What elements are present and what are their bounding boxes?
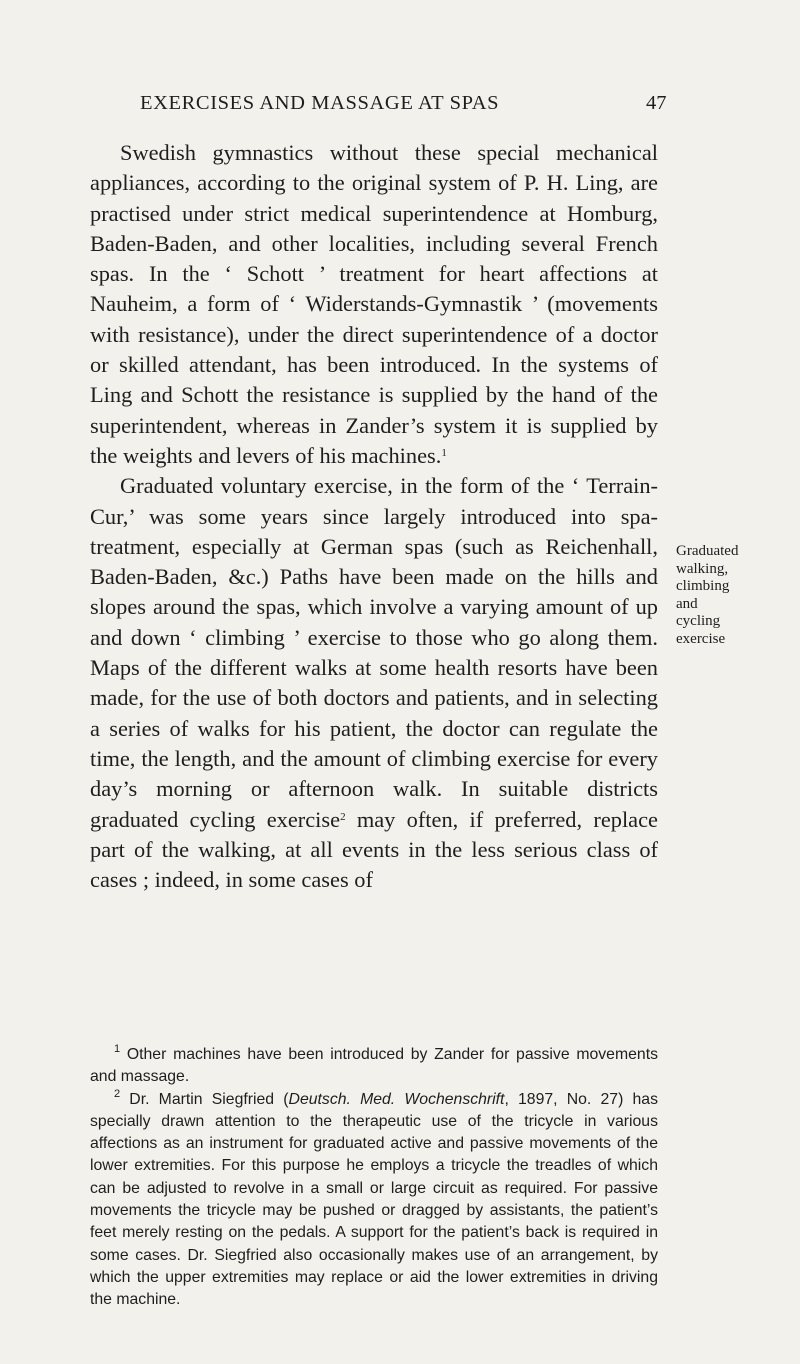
footnote-ref-1: 1 xyxy=(441,446,447,459)
margin-note-line: Graduated xyxy=(676,543,739,559)
running-head: EXERCISES AND MASSAGE AT SPAS xyxy=(140,92,500,114)
footnote-ref-2: 2 xyxy=(340,810,346,823)
footnote-text: Dr. Martin Siegfried ( xyxy=(120,1090,289,1108)
footnote-text: , 1897, No. 27) has specially drawn attention to the therapeutic use of the tricycle in various affections as an instrument for graduated active and passive movements of the lower extremities. For this purpose he employs a tricycle the treadles of which can be adjusted to revolve in a small or large circuit as required. For passive movements the tricycle may be pushed or dragged by assistants, the patient’s feet merely resting on the pedals. A support for the patient’s back is required in some cases. Dr. Siegfried also occasionally makes use of an arrangement, by which the upper extremities may replace or aid the lower extremities in driving the machine. xyxy=(90,1090,658,1309)
footnote-marker: 1 xyxy=(114,1043,121,1055)
page-header xyxy=(0,92,800,122)
footnote-2 xyxy=(90,1089,658,1312)
page-number: 47 xyxy=(646,92,667,114)
margin-note-line: cycling xyxy=(676,613,721,629)
footnote-text: Other machines have been introduced by Zander for passive movements and massage. xyxy=(90,1046,658,1086)
footnotes xyxy=(90,1044,658,1312)
footnote-marker: 2 xyxy=(114,1087,121,1100)
paragraph-text: may often, if preferred, replace part of the walking, at all events in the less serious class of cases ; indeed, in some cases of xyxy=(90,806,658,893)
paragraph-swedish-gymnastics xyxy=(90,138,658,471)
margin-note xyxy=(676,543,776,648)
paragraph-graduated-exercise xyxy=(90,471,658,895)
margin-note-line: walking, xyxy=(676,560,729,577)
margin-note-line: and xyxy=(676,595,698,612)
paragraph-text: Graduated voluntary exercise, in the form of the ‘ Terrain-Cur,’ was some years since largely introduced into spa-treatment, especially at German spas (such as Reichenhall, Baden-Baden, &c.) Paths have been made on the hills and slopes around the spas, which involve a varying amount of up and down ‘ climbing ’ exercise to those who go along them. Maps of the different walks at some health resorts have been made, for the use of both doctors and patients, and in selecting a series of walks for his patient, the doctor can regulate the time, the length, and the amount of climbing exercise for every day’s morning or afternoon walk. In suitable districts graduated cycling exercise xyxy=(90,473,658,832)
main-text xyxy=(90,138,658,895)
paragraph-text: Swedish gymnastics without these special mechanical appliances, according to the original system of P. H. Ling, are practised under strict medical superintendence at Homburg, Baden-Baden, and other localities, including several French spas. In the ‘ Schott ’ treatment for heart affections at Nauheim, a form of ‘ Widerstands-Gymnastik ’ (movements with resistance), under the direct superintendence of a doctor or skilled attendant, has been introduced. In the systems of Ling and Schott the resistance is supplied by the hand of the superintendent, whereas in Zander’s system it is supplied by the weights and levers of his machines. xyxy=(90,140,658,468)
margin-note-line: climbing xyxy=(676,578,730,594)
journal-title: Deutsch. Med. Wochenschrift xyxy=(288,1090,505,1108)
margin-note-line: exercise xyxy=(676,630,726,647)
footnote-1 xyxy=(90,1044,658,1089)
